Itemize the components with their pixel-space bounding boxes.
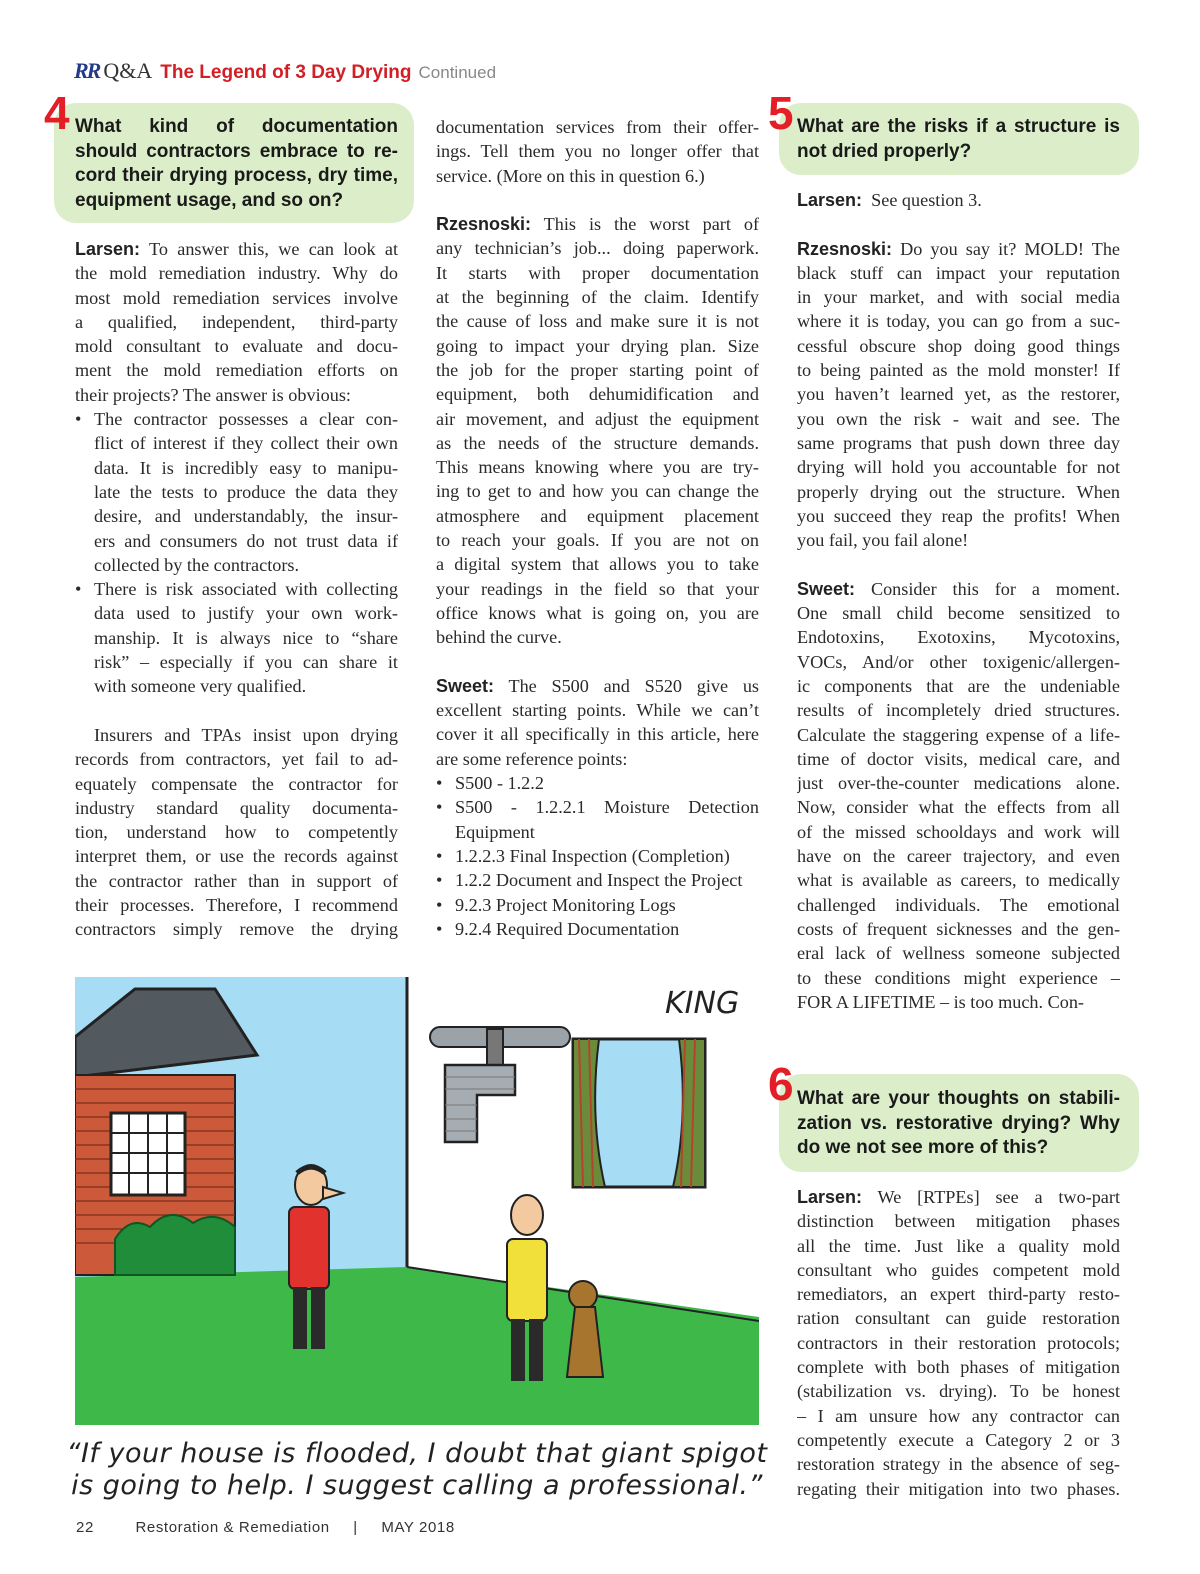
list-item: • 1.2.2 Document and Inspect the Project [436,870,743,891]
question-6-text: What are your thoughts on stabili- zation vs. restorative drying? Why do we not see more of this? [797,1088,1120,1158]
question-4-text: What kind of documentation should contractors embrace to re- cord their drying process, dry time, equipment usage, and so on? [75,116,398,211]
question-5-text: What are the risks if a structure is not dried properly? [797,116,1120,162]
column-1: Larsen: To answer this, we can look at the mold remediation industry. Why do most mold remediation services involve a qualified, independent, third-party mold consultant to evaluate and docu- ment the mold remediation efforts on their projects? The answer is obvious: • The contractor possesses a clear con- flict of interest if they collect their own data. It is incredibly easy to manipu- late the tests to produce the data they desire, and understandably, the insur- ers and consumers do not trust data if collected by the contractors. • There is risk associated with collecting data used to justify your own work- manship. It is always nice to “share risk” – especially if you can share it with someone very qualified. Insurers and TPAs insist upon drying records from contractors, yet fail to ad- equately compensate the contractor for industry standard quality documenta- tion, understand how to competently interpret them, or use the records against the contractor rather than in support of their processes. Therefore, I recommend contractors simply remove the drying [75,237,398,942]
bullet-item: • The contractor possesses a clear con- flict of interest if they collect their own data. It is incredibly easy to manipu- late the tests to produce the data they desire, and understandably, the insur- ers and consumers do not trust data if collected by the contractors. [75,409,398,575]
page-number: 22 [76,1519,94,1536]
larsen-answer-q5: Larsen: See question 3. [797,190,982,210]
bushes [115,1215,235,1275]
cartoon-caption: “If your house is flooded, I doubt that giant spigot is going to help. I suggest calling a professional.” [66,1438,768,1501]
sweet-answer-q4-first: Sweet: The S500 and S520 give us [436,675,759,696]
question-6-number: 6 [768,1058,794,1110]
speaker-rzesnoski: Rzesnoski: [436,214,532,235]
wall-window [573,1039,705,1187]
larsen-answer-q4-first: Larsen: To answer this, we can look at [75,239,398,259]
list-item: • 1.2.2.3 Final Inspection (Completion) [436,845,730,866]
question-5-number: 5 [768,87,794,139]
cartoon [75,977,759,1425]
section-label: Q&A [103,58,153,83]
page-header [74,58,496,84]
rzesnoski-answer-q5-first: Rzesnoski: Do you say it? MOLD! The [797,238,1120,259]
rzesnoski-answer-q4-first: Rzesnoski: This is the worst part of [436,214,759,235]
list-item: • 9.2.4 Required Documentation [436,918,680,939]
paragraph-insurers: Insurers and TPAs insist upon drying records from contractors, yet fail to ad- equately compensate the contractor for industry standard quality documenta- tion, understand how to competently interpret them, or use the records against the contractor rather than in support of their processes. Therefore, I recommend contractors simply remove the drying [75,724,398,940]
column-2: documentation services from their offer- ings. Tell them you no longer offer that service. (More on this in question 6.) Rzesnoski: This is the worst part of any technician’s job... doing paperwork. It starts with proper documentation at the beginning of the claim. Identify the cause of loss and make sure it is not going to impact your drying plan. Size the job for the proper starting point of equipment, both dehumidification and air movement, and adjust the equipment as the needs of the structure demands. This means knowing where you are try- ing to get to and how you can change the atmosphere and equipment placement to reach your goals. If you are not on a digital system that allows you to take your readings in the field so that your office knows what is going on, you are behind the curve. Sweet: The S500 and S520 give us excellent starting points. While we can’t cover it all specifically in this article, here are some reference points: • S500 - 1.2.2 • S500 - 1.2.2.1 Moisture Detection Equipment • 1.2.2.3 Final Inspection (Completion) • 1.2.2 Document and Inspect the Project • 9.2.3 Project Monitoring Logs • 9.2.4 Required Documentation [436,115,759,941]
publication-name: Restoration & Remediation [135,1519,330,1536]
cartoonist-signature: KING [665,986,740,1021]
speaker-larsen: Larsen: [75,239,141,259]
dog [567,1281,603,1377]
list-item: • S500 - 1.2.2 [436,773,544,794]
cartoon-illustration [75,977,759,1425]
footer-separator: | [353,1519,358,1536]
sweet-answer-q5-first: Sweet: Consider this for a moment. [797,578,1120,599]
speaker-sweet: Sweet: [436,675,495,696]
rr-logo: RR [74,58,100,83]
larsen-answer-q6: Larsen: We [RTPEs] see a two-part distinction between mitigation phases all the time. Just like a quality mold consultant who guides competent mold remediators, an expert third-party resto- ration consultant can guide restoration contractors in their restoration protocols; complete with both phases of mitigation (stabilization vs. drying). To be honest – I am unsure how any contractor can competently execute a Category 2 or 3 restoration strategy in the absence of seg- regating their mitigation into two phases. [797,1187,1120,1499]
continued-label: Continued [418,63,497,82]
bullet-item: • There is risk associated with collecting data used to justify your own work- manship. It is always nice to “share risk” – especially if you can share it with someone very qualified. [75,579,398,697]
question-4-number: 4 [44,87,70,139]
page-footer [76,1519,455,1536]
reference-list [436,771,759,941]
list-item: • 9.2.3 Project Monitoring Logs [436,894,676,915]
issue-date: MAY 2018 [381,1519,455,1536]
list-item: • S500 - 1.2.2.1 Moisture Detection Equipment [436,797,759,842]
column-3: Larsen: See question 3. Rzesnoski: Do you say it? MOLD! The black stuff can impact your reputation in your market, and with social media where it is today, you can go from a suc- cessful obscure shop doing good things to being painted as the mold monster! If you haven’t learned yet, as the restorer, you own the risk - wait and see. The same programs that push down three day drying will hold you accountable for not properly drying out the structure. When you succeed they reap the profits! When you fail, you fail alone! Sweet: Consider this for a moment. One small child become sensitized to Endotoxins, Exotoxins, Mycotoxins, VOCs, And/or other toxigenic/allergen- ic components that are the undeniable results of incompletely dried structures. Calculate the staggering expense of a life- time of doctor visits, medical care, and just over-the-counter medications alone. Now, consider what the effects from all of the missed schooldays and work will have on the career trajectory, and even what is available as careers, to medically challenged individuals. The emotional costs of frequent sicknesses and the gen- eral lack of wellness someone subjected to these conditions might experience – FOR A LIFETIME – is too much. Con- [797,190,1120,1012]
article-title: The Legend of 3 Day Drying [160,62,412,83]
